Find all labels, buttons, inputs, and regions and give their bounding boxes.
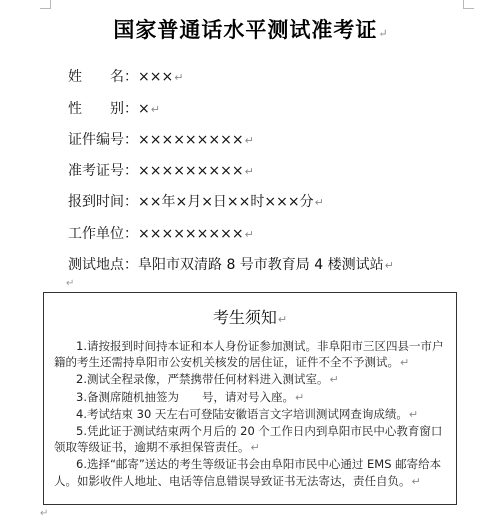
field-id-number-value: ××××××××× xyxy=(138,132,244,148)
notice-item xyxy=(54,371,444,388)
paragraph-mark-icon: ↵ xyxy=(174,71,184,84)
paragraph-mark-icon: ↵ xyxy=(400,356,410,370)
paragraph-mark-icon: ↵ xyxy=(378,27,389,40)
paragraph-mark-icon: ↵ xyxy=(411,474,421,488)
paragraph-mark-icon: ↵ xyxy=(329,373,339,387)
paragraph-mark-icon: ↵ xyxy=(244,165,254,178)
notice-item-text: 4.考试结束 30 天左右可登陆安徽语言文字培训测试网查询成绩。 xyxy=(76,406,408,421)
notice-item xyxy=(54,389,444,406)
field-work-unit xyxy=(68,223,254,243)
field-work-unit-label: 工作单位： xyxy=(68,226,138,242)
field-test-location xyxy=(68,254,394,274)
paragraph-mark-icon: ↵ xyxy=(244,134,254,147)
notice-item-text: 1.请按报到时间持本证和本人身份证参加测试。非阜阳市三区四县一市户籍的考生还需持阜阳市公安机关核发的居住证，证件不全不予测试。 xyxy=(54,339,444,370)
field-admission-number-value: ××××××××× xyxy=(138,163,244,179)
paragraph-mark-icon: ↵ xyxy=(40,508,49,519)
field-gender-label: 性 别： xyxy=(68,101,138,117)
page-corner-mark-right xyxy=(463,0,474,9)
field-test-location-label: 测试地点： xyxy=(68,257,138,273)
field-report-time xyxy=(68,191,324,211)
page-title xyxy=(0,14,502,44)
notice-item-text: 2.测试全程录像，严禁携带任何材料进入测试室。 xyxy=(76,372,329,387)
notice-item-text: 6.选择“邮寄”送达的考生等级证书会由阜阳市民中心通过 EMS 邮寄给本人。如影收件人地址、电话等信息错误导致证书无法寄达，责任自负。 xyxy=(54,457,442,488)
field-work-unit-value: ××××××××× xyxy=(138,226,244,242)
field-gender-value: × xyxy=(138,101,150,117)
paragraph-mark-icon: ↵ xyxy=(66,278,75,289)
field-report-time-label: 报到时间： xyxy=(68,194,138,210)
field-name xyxy=(68,66,183,86)
notice-body xyxy=(54,338,444,490)
notice-title xyxy=(44,305,456,328)
field-admission-number-label: 准考证号： xyxy=(68,163,138,179)
paragraph-mark-icon: ↵ xyxy=(294,390,305,404)
paragraph-mark-icon: ↵ xyxy=(408,407,419,421)
page-corner-mark-left xyxy=(40,0,51,9)
paragraph-mark-icon: ↵ xyxy=(384,259,394,272)
field-gender xyxy=(68,98,160,118)
notice-box xyxy=(43,292,457,505)
paragraph-mark-icon: ↵ xyxy=(244,228,254,241)
field-name-label: 姓 名： xyxy=(68,69,138,85)
field-id-number xyxy=(68,129,254,149)
paragraph-mark-icon: ↵ xyxy=(250,441,260,455)
field-name-value: ××× xyxy=(138,69,174,85)
notice-item xyxy=(54,406,444,423)
field-admission-number xyxy=(68,160,254,180)
notice-item-text: 3.备测席随机抽签为 号，请对号入座。 xyxy=(76,389,294,404)
notice-title-text: 考生须知 xyxy=(212,308,277,327)
paragraph-mark-icon: ↵ xyxy=(314,196,324,209)
notice-item xyxy=(54,423,444,456)
notice-item xyxy=(54,338,444,371)
paragraph-mark-icon: ↵ xyxy=(277,313,288,326)
notice-item xyxy=(54,456,444,489)
page-title-text: 国家普通话水平测试准考证 xyxy=(113,17,378,42)
field-test-location-value: 阜阳市双清路 8 号市教育局 4 楼测试站 xyxy=(138,257,384,273)
paragraph-mark-icon: ↵ xyxy=(150,103,160,116)
field-id-number-label: 证件编号： xyxy=(68,132,138,148)
field-report-time-value: ××年×月×日××时×××分 xyxy=(138,194,314,210)
notice-item-text: 5.凭此证于测试结束两个月后的 20 个工作日内到阜阳市民中心教育窗口领取等级证书，逾期不承担保管责任。 xyxy=(54,424,443,455)
